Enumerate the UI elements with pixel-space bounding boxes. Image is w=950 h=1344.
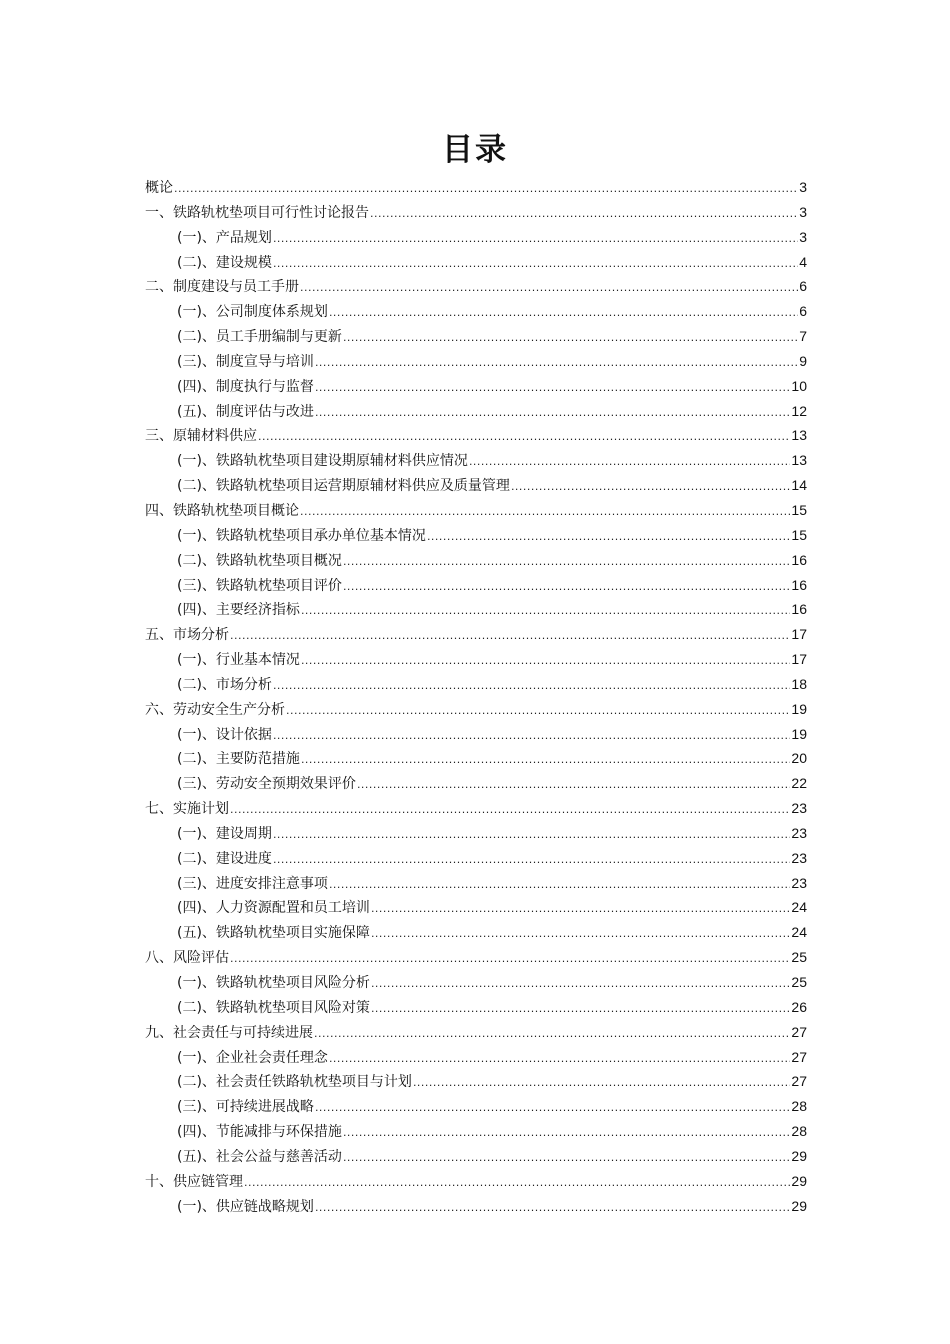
toc-entry-label: (五)、铁路轨枕垫项目实施保障	[177, 925, 370, 942]
dot-leader	[511, 475, 790, 500]
toc-entry-label: 概论	[145, 180, 173, 196]
dot-leader	[427, 525, 790, 550]
toc-entry-label: (二)、铁路轨枕垫项目风险对策	[177, 999, 370, 1016]
toc-page-number: 27	[791, 1073, 807, 1090]
toc-entry-label: (五)、制度评估与改进	[177, 403, 314, 420]
dot-leader	[315, 1196, 790, 1221]
toc-page-number: 25	[791, 974, 807, 990]
dot-leader	[315, 376, 790, 401]
page-title: 目录	[442, 132, 508, 168]
toc-entry-label: (四)、主要经济指标	[177, 602, 300, 619]
toc-entry-label: (三)、制度宣导与培训	[177, 353, 314, 370]
toc-subsection-link[interactable]	[145, 225, 807, 250]
dot-leader	[300, 500, 790, 525]
toc-entry-label: 五、市场分析	[145, 627, 229, 644]
toc-subsection-link[interactable]	[145, 1094, 807, 1119]
toc-subsection-link[interactable]	[145, 523, 807, 548]
dot-leader	[273, 227, 798, 252]
toc-entry-label: (三)、可持续进展战略	[177, 1099, 314, 1116]
dot-leader	[371, 972, 790, 997]
toc-entry-label: (一)、供应链战略规划	[177, 1198, 314, 1215]
toc-page-number: 15	[791, 526, 807, 543]
dot-leader	[258, 425, 790, 450]
dot-leader	[174, 177, 798, 202]
toc-entry-label: (二)、社会责任铁路轨枕垫项目与计划	[177, 1074, 412, 1091]
toc-page-number: 29	[791, 1197, 807, 1214]
toc-page-number: 23	[791, 874, 807, 891]
toc-subsection-link[interactable]	[145, 399, 807, 424]
dot-leader	[244, 1171, 790, 1196]
toc-page-number: 22	[791, 775, 807, 792]
toc-subsection-link[interactable]	[145, 299, 807, 324]
toc-entry-label: (四)、制度执行与监督	[177, 378, 314, 395]
toc-subsection-link[interactable]	[145, 448, 807, 473]
toc-entry-label: (一)、公司制度体系规划	[177, 304, 328, 321]
toc-entry-label: (二)、市场分析	[177, 676, 272, 693]
dot-leader	[343, 326, 798, 351]
toc-page-number: 29	[791, 1147, 807, 1164]
toc-subsection-link[interactable]	[145, 647, 807, 672]
toc-subsection-link[interactable]	[145, 1119, 807, 1144]
toc-section-link[interactable]	[145, 697, 807, 722]
dot-leader	[315, 351, 798, 376]
dot-leader	[315, 401, 790, 426]
toc-subsection-link[interactable]	[145, 746, 807, 771]
toc-entry-label: 八、风险评估	[145, 950, 229, 967]
toc-page-number: 17	[791, 651, 807, 668]
toc-subsection-link[interactable]	[145, 995, 807, 1020]
toc-page-number: 6	[799, 278, 807, 295]
toc-entry-label: 六、劳动安全生产分析	[145, 701, 285, 718]
dot-leader	[370, 202, 798, 227]
toc-page-number: 23	[791, 824, 807, 841]
toc-section-link[interactable]	[145, 796, 807, 821]
toc-page-number: 13	[791, 452, 807, 469]
toc-entry-label: (三)、铁路轨枕垫项目评价	[177, 577, 342, 594]
toc-entry-label: (一)、铁路轨枕垫项目风险分析	[177, 975, 370, 991]
dot-leader	[329, 873, 790, 898]
toc-page-number: 26	[791, 998, 807, 1015]
toc-page-number: 27	[791, 1023, 807, 1040]
toc-entry-label: 二、制度建设与员工手册	[145, 279, 299, 296]
toc-subsection-link[interactable]	[145, 1144, 807, 1169]
toc-subsection-link[interactable]	[145, 722, 807, 747]
dot-leader	[301, 649, 790, 674]
toc-section-link[interactable]	[145, 1020, 807, 1045]
toc-section-link[interactable]	[145, 622, 807, 647]
dot-leader	[273, 848, 790, 873]
toc-page-number: 29	[791, 1172, 807, 1189]
dot-leader	[273, 674, 790, 699]
toc-page-number: 15	[791, 501, 807, 518]
toc-subsection-link[interactable]	[145, 920, 807, 945]
toc-entry-label: (四)、人力资源配置和员工培训	[177, 900, 370, 917]
toc-subsection-link[interactable]	[145, 597, 807, 622]
toc-page-number: 20	[791, 750, 807, 767]
dot-leader	[357, 773, 790, 798]
toc-entry-label: (五)、社会公益与慈善活动	[177, 1148, 342, 1165]
dot-leader	[230, 798, 790, 823]
toc-page-number: 4	[799, 253, 807, 270]
toc-section-link[interactable]	[145, 945, 807, 970]
toc-entry-label: (一)、铁路轨枕垫项目承办单位基本情况	[177, 527, 426, 544]
toc-page-number: 28	[791, 1123, 807, 1140]
toc-entry-label: (二)、铁路轨枕垫项目概况	[177, 552, 342, 569]
toc-section-link[interactable]	[145, 498, 807, 523]
toc-page-number: 25	[791, 949, 807, 966]
dot-leader	[329, 1047, 790, 1072]
toc-section-link[interactable]	[145, 1169, 807, 1194]
toc-entry-label: (一)、建设周期	[177, 825, 272, 842]
toc-page-number: 23	[791, 800, 807, 817]
toc-page-number: 24	[791, 899, 807, 916]
toc-section-link[interactable]	[145, 274, 807, 299]
toc-entry-label: 九、社会责任与可持续进展	[145, 1024, 313, 1041]
toc-entry-label: 四、铁路轨枕垫项目概论	[145, 502, 299, 519]
toc-entry-label: 三、原辅材料供应	[145, 428, 257, 445]
toc-subsection-link[interactable]	[145, 846, 807, 871]
dot-leader	[343, 575, 790, 600]
toc-entry-label: (一)、行业基本情况	[177, 652, 300, 669]
toc-subsection-link[interactable]	[145, 1069, 807, 1094]
toc-page-number: 17	[791, 626, 807, 643]
toc-page-number: 27	[791, 1048, 807, 1065]
toc-entry-label: (一)、企业社会责任理念	[177, 1049, 328, 1066]
toc-page-number: 19	[791, 700, 807, 717]
dot-leader	[230, 624, 790, 649]
toc-entry-label: 一、铁路轨枕垫项目可行性讨论报告	[145, 204, 369, 221]
toc-subsection-link[interactable]	[145, 771, 807, 796]
dot-leader	[371, 997, 790, 1022]
dot-leader	[273, 823, 790, 848]
dot-leader	[300, 276, 798, 301]
dot-leader	[314, 1022, 790, 1047]
dot-leader	[343, 1146, 790, 1171]
toc-entry-label: (二)、铁路轨枕垫项目运营期原辅材料供应及质量管理	[177, 478, 510, 495]
toc-page-number: 6	[799, 303, 807, 320]
toc-entry-label: (三)、进度安排注意事项	[177, 875, 328, 892]
toc-page-number: 16	[791, 551, 807, 568]
toc-page-number: 14	[791, 477, 807, 494]
toc-page-number: 16	[791, 601, 807, 618]
dot-leader	[315, 1096, 790, 1121]
toc-entry-label: (二)、主要防范措施	[177, 751, 300, 768]
dot-leader	[329, 301, 798, 326]
toc-entry-label: (二)、员工手册编制与更新	[177, 329, 342, 346]
toc-entry-label: 七、实施计划	[145, 801, 229, 818]
toc-entry-label: (一)、产品规划	[177, 229, 272, 246]
toc-subsection-link[interactable]	[145, 821, 807, 846]
toc-subsection-link[interactable]	[145, 473, 807, 498]
toc-entry-label: 十、供应链管理	[145, 1173, 243, 1190]
dot-leader	[371, 922, 790, 947]
toc-page-number: 10	[791, 377, 807, 394]
toc-subsection-link[interactable]	[145, 374, 807, 399]
dot-leader	[301, 599, 790, 624]
toc-section-link[interactable]	[145, 423, 807, 448]
toc-entry-label: (一)、铁路轨枕垫项目建设期原辅材料供应情况	[177, 453, 468, 470]
dot-leader	[343, 1121, 790, 1146]
toc-page-number: 12	[791, 402, 807, 419]
toc-page-number: 13	[791, 427, 807, 444]
dot-leader	[273, 252, 798, 277]
toc-page-number: 3	[799, 203, 807, 220]
toc-subsection-link[interactable]	[145, 250, 807, 275]
toc-subsection-link[interactable]	[145, 548, 807, 573]
toc-page-number: 7	[799, 328, 807, 345]
toc-entry-label: (一)、设计依据	[177, 726, 272, 743]
toc-entry-label: (二)、建设规模	[177, 254, 272, 271]
toc-subsection-link[interactable]	[145, 970, 807, 995]
dot-leader	[469, 450, 790, 475]
toc-section-link[interactable]	[145, 175, 807, 200]
toc-subsection-link[interactable]	[145, 1045, 807, 1070]
dot-leader	[371, 897, 790, 922]
toc-page-number: 19	[791, 725, 807, 742]
toc-page-number: 3	[799, 179, 807, 195]
toc-page-number: 3	[799, 228, 807, 245]
toc-page-number: 16	[791, 576, 807, 593]
toc-entry-label: (二)、建设进度	[177, 850, 272, 867]
dot-leader	[301, 748, 790, 773]
toc-page-number: 28	[791, 1098, 807, 1115]
toc-page-number: 18	[791, 675, 807, 692]
dot-leader	[230, 947, 790, 972]
dot-leader	[286, 699, 790, 724]
toc-page-number: 9	[799, 352, 807, 369]
toc-subsection-link[interactable]	[145, 871, 807, 896]
toc-entry-label: (三)、劳动安全预期效果评价	[177, 776, 356, 793]
toc-page-number: 24	[791, 924, 807, 941]
toc-subsection-link[interactable]	[145, 672, 807, 697]
toc-section-link[interactable]	[145, 200, 807, 225]
dot-leader	[343, 550, 790, 575]
toc-subsection-link[interactable]	[145, 349, 807, 374]
toc-subsection-link[interactable]	[145, 1194, 807, 1219]
table-of-contents	[145, 175, 807, 1218]
toc-entry-label: (四)、节能减排与环保措施	[177, 1124, 342, 1141]
dot-leader	[413, 1071, 790, 1096]
toc-subsection-link[interactable]	[145, 324, 807, 349]
toc-subsection-link[interactable]	[145, 895, 807, 920]
dot-leader	[273, 724, 790, 749]
toc-page-number: 23	[791, 849, 807, 866]
toc-subsection-link[interactable]	[145, 573, 807, 598]
